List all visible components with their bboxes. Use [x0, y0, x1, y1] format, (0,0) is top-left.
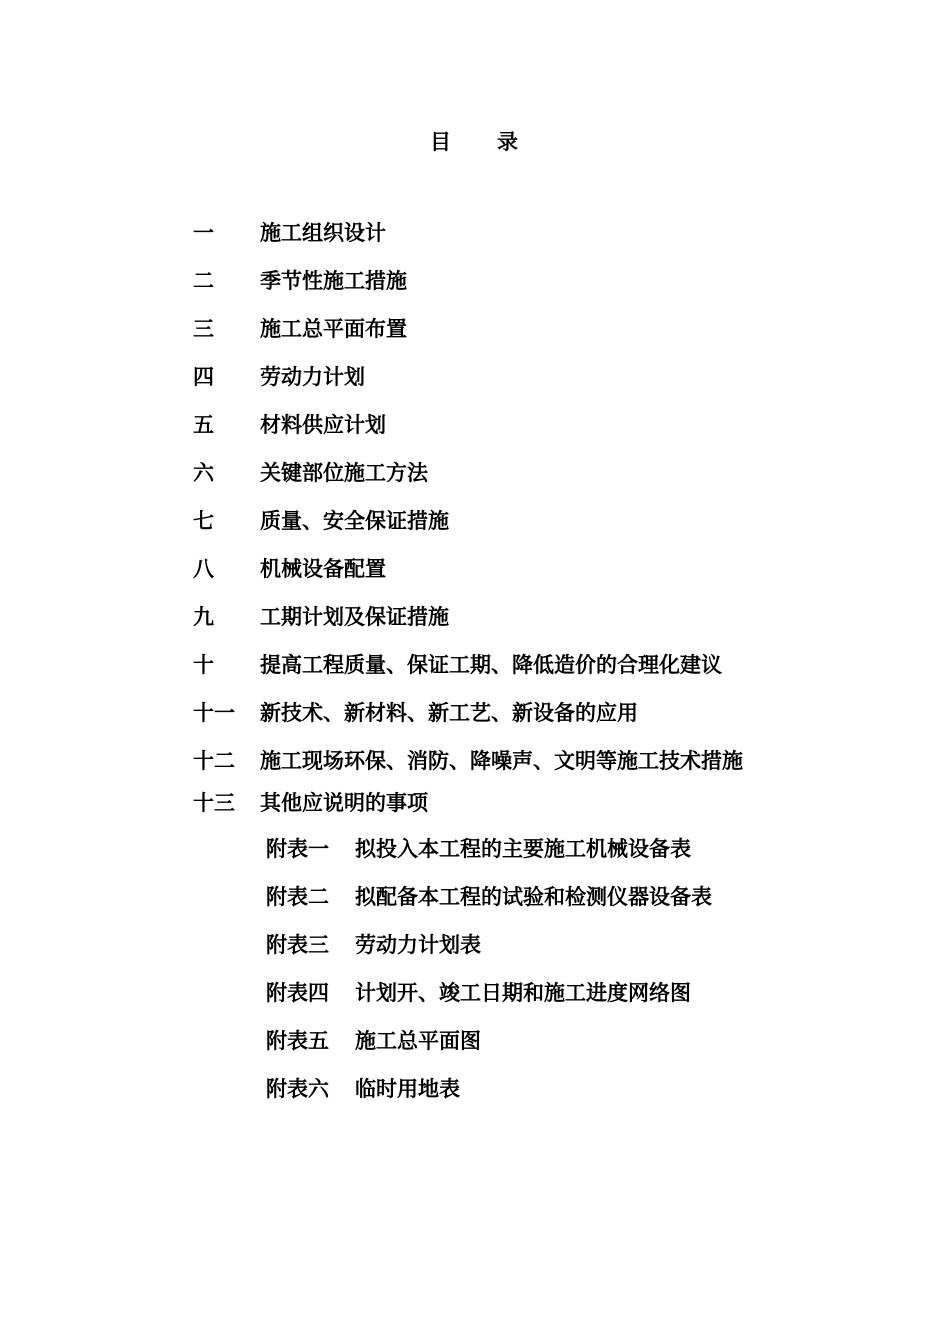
toc-item-number: 一	[193, 220, 214, 245]
page-title	[0, 126, 950, 156]
toc-item-number: 七	[193, 508, 214, 533]
appendix-item-text: 临时用地表	[355, 1076, 460, 1101]
toc-item-text: 施工总平面布置	[260, 316, 407, 341]
toc-item-text: 工期计划及保证措施	[260, 604, 449, 629]
appendix-item-number: 附表一	[266, 836, 329, 861]
toc-item-text: 新技术、新材料、新工艺、新设备的应用	[260, 700, 638, 725]
title-char-right: 录	[497, 129, 520, 154]
toc-item-text: 施工组织设计	[260, 220, 386, 245]
appendix-item-number: 附表三	[266, 932, 329, 957]
toc-item-number: 九	[193, 604, 214, 629]
toc-item-text: 施工现场环保、消防、降噪声、文明等施工技术措施	[260, 748, 743, 773]
appendix-item-text: 劳动力计划表	[355, 932, 481, 957]
toc-item-number: 十	[193, 652, 214, 677]
toc-item-number: 十三	[193, 790, 235, 815]
toc-item-text: 劳动力计划	[260, 364, 365, 389]
toc-item-text: 其他应说明的事项	[260, 790, 428, 815]
toc-item-text: 季节性施工措施	[260, 268, 407, 293]
toc-item-number: 三	[193, 316, 214, 341]
toc-item-text: 材料供应计划	[260, 412, 386, 437]
toc-item-number: 十二	[193, 748, 235, 773]
appendix-item-number: 附表五	[266, 1028, 329, 1053]
appendix-item-text: 计划开、竣工日期和施工进度网络图	[355, 980, 691, 1005]
appendix-item-text: 拟投入本工程的主要施工机械设备表	[355, 836, 691, 861]
title-char-left: 目	[430, 129, 453, 154]
appendix-item-number: 附表二	[266, 884, 329, 909]
toc-item-text: 关键部位施工方法	[260, 460, 428, 485]
toc-item-text: 机械设备配置	[260, 556, 386, 581]
toc-item-text: 提高工程质量、保证工期、降低造价的合理化建议	[260, 652, 722, 677]
toc-item-number: 六	[193, 460, 214, 485]
toc-item-number: 十一	[193, 700, 235, 725]
appendix-item-number: 附表六	[266, 1076, 329, 1101]
toc-item-number: 四	[193, 364, 214, 389]
toc-item-text: 质量、安全保证措施	[260, 508, 449, 533]
toc-item-number: 五	[193, 412, 214, 437]
toc-item-number: 八	[193, 556, 214, 581]
appendix-item-number: 附表四	[266, 980, 329, 1005]
toc-item-number: 二	[193, 268, 214, 293]
appendix-item-text: 施工总平面图	[355, 1028, 481, 1053]
appendix-item-text: 拟配备本工程的试验和检测仪器设备表	[355, 884, 712, 909]
